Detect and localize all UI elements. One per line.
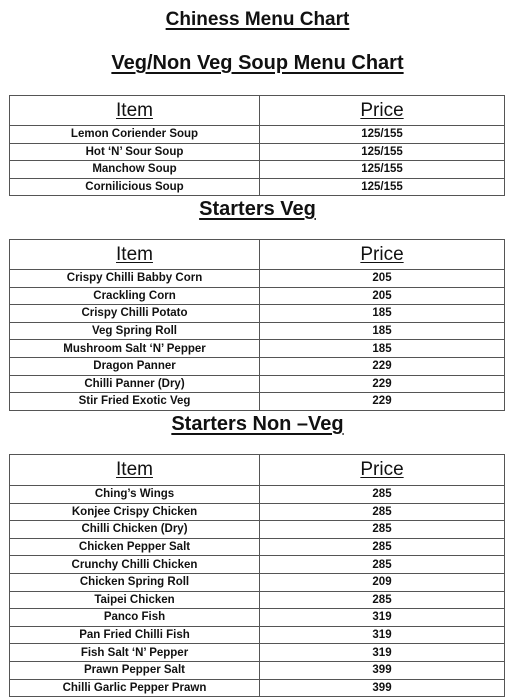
table-header-row	[10, 96, 505, 126]
table-row	[10, 178, 505, 196]
menu-item-price: 125/155	[260, 126, 505, 144]
menu-item-name: Ching’s Wings	[10, 486, 260, 504]
menu-item-price: 185	[260, 340, 505, 358]
menu-item-name: Pan Fried Chilli Fish	[10, 626, 260, 644]
menu-item-price: 185	[260, 305, 505, 323]
soup-menu-table	[9, 95, 505, 196]
menu-item-price: 209	[260, 573, 505, 591]
menu-item-price: 229	[260, 393, 505, 411]
menu-item-name: Stir Fried Exotic Veg	[10, 393, 260, 411]
table-header-row	[10, 240, 505, 270]
starters-nonveg-table	[9, 454, 505, 697]
price-column-header: Price	[260, 455, 505, 486]
table-row	[10, 609, 505, 627]
menu-item-price: 285	[260, 538, 505, 556]
table-header-row	[10, 455, 505, 486]
menu-item-price: 185	[260, 322, 505, 340]
table-row	[10, 503, 505, 521]
page-title: Chiness Menu Chart	[165, 9, 350, 30]
menu-item-name: Konjee Crispy Chicken	[10, 503, 260, 521]
item-column-header: Item	[10, 96, 260, 126]
table-row	[10, 143, 505, 161]
table-row	[10, 305, 505, 323]
section-title-soup: Veg/Non Veg Soup Menu Chart	[111, 52, 404, 74]
price-column-header: Price	[260, 240, 505, 270]
table-row	[10, 679, 505, 697]
table-row	[10, 661, 505, 679]
table-row	[10, 538, 505, 556]
menu-item-name: Taipei Chicken	[10, 591, 260, 609]
menu-item-price: 399	[260, 661, 505, 679]
section-title-starters-veg: Starters Veg	[199, 198, 316, 220]
menu-item-price: 125/155	[260, 161, 505, 179]
menu-item-name: Chicken Spring Roll	[10, 573, 260, 591]
menu-item-name: Cornilicious Soup	[10, 178, 260, 196]
menu-item-price: 125/155	[260, 143, 505, 161]
table-row	[10, 322, 505, 340]
menu-item-price: 285	[260, 521, 505, 539]
table-row	[10, 340, 505, 358]
menu-item-price: 285	[260, 503, 505, 521]
menu-item-name: Crunchy Chilli Chicken	[10, 556, 260, 574]
table-row	[10, 393, 505, 411]
menu-item-name: Panco Fish	[10, 609, 260, 627]
menu-item-name: Manchow Soup	[10, 161, 260, 179]
menu-item-name: Veg Spring Roll	[10, 322, 260, 340]
table-row	[10, 270, 505, 288]
menu-item-price: 125/155	[260, 178, 505, 196]
menu-item-name: Crispy Chilli Potato	[10, 305, 260, 323]
menu-item-price: 319	[260, 626, 505, 644]
menu-item-name: Chilli Panner (Dry)	[10, 375, 260, 393]
menu-item-name: Crackling Corn	[10, 287, 260, 305]
menu-item-price: 399	[260, 679, 505, 697]
menu-item-name: Mushroom Salt ‘N’ Pepper	[10, 340, 260, 358]
item-column-header: Item	[10, 455, 260, 486]
menu-item-name: Prawn Pepper Salt	[10, 661, 260, 679]
item-column-header: Item	[10, 240, 260, 270]
table-row	[10, 126, 505, 144]
menu-item-price: 205	[260, 287, 505, 305]
table-row	[10, 644, 505, 662]
table-row	[10, 556, 505, 574]
table-row	[10, 591, 505, 609]
menu-item-price: 205	[260, 270, 505, 288]
menu-item-name: Hot ‘N’ Sour Soup	[10, 143, 260, 161]
section-title-starters-nonveg: Starters Non –Veg	[171, 413, 344, 435]
price-column-header: Price	[260, 96, 505, 126]
table-row	[10, 375, 505, 393]
menu-item-name: Chilli Garlic Pepper Prawn	[10, 679, 260, 697]
starters-veg-table	[9, 239, 505, 411]
menu-item-name: Crispy Chilli Babby Corn	[10, 270, 260, 288]
menu-item-name: Lemon Coriender Soup	[10, 126, 260, 144]
table-row	[10, 161, 505, 179]
menu-item-price: 285	[260, 591, 505, 609]
menu-item-price: 229	[260, 375, 505, 393]
table-row	[10, 626, 505, 644]
menu-item-price: 285	[260, 486, 505, 504]
menu-item-name: Chicken Pepper Salt	[10, 538, 260, 556]
table-row	[10, 287, 505, 305]
menu-item-price: 319	[260, 644, 505, 662]
table-row	[10, 357, 505, 375]
menu-item-name: Dragon Panner	[10, 357, 260, 375]
table-row	[10, 521, 505, 539]
menu-item-price: 285	[260, 556, 505, 574]
table-row	[10, 573, 505, 591]
menu-item-name: Chilli Chicken (Dry)	[10, 521, 260, 539]
table-row	[10, 486, 505, 504]
menu-item-price: 319	[260, 609, 505, 627]
menu-item-price: 229	[260, 357, 505, 375]
menu-item-name: Fish Salt ‘N’ Pepper	[10, 644, 260, 662]
